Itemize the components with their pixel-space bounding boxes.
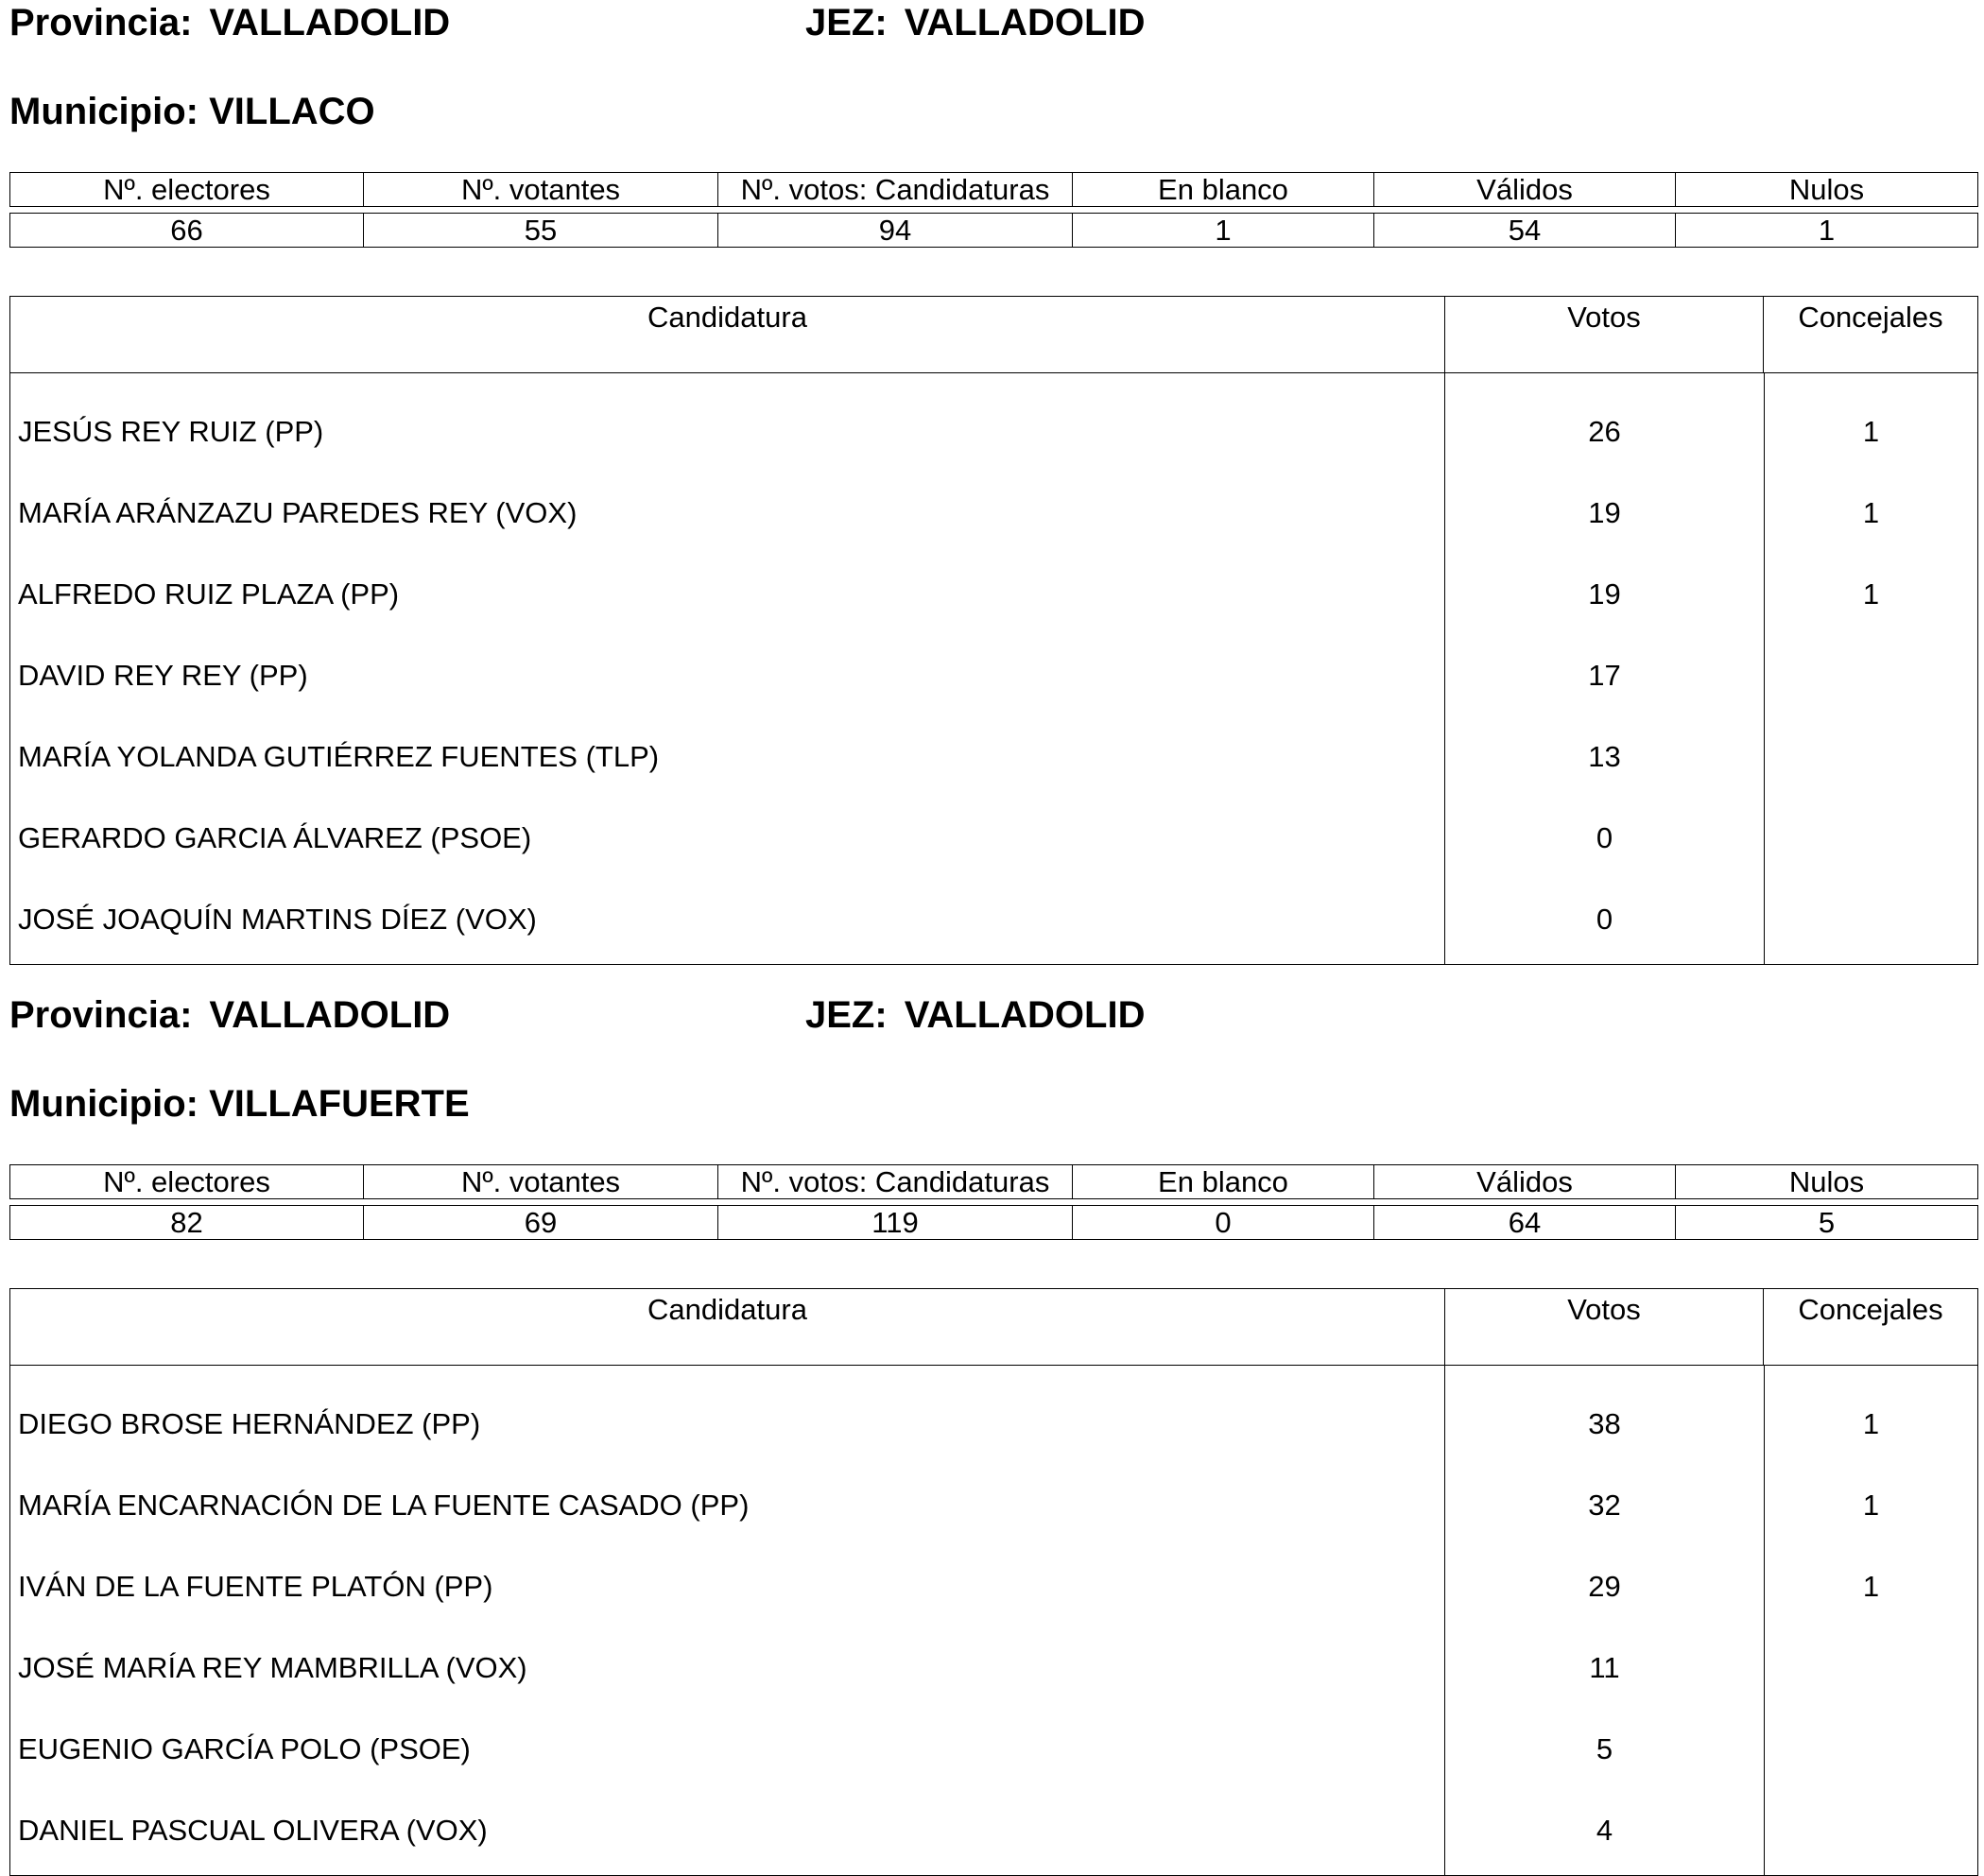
candidate-councillors [1765, 798, 1977, 879]
candidate-name: MARÍA ENCARNACIÓN DE LA FUENTE CASADO (PP) [18, 1489, 750, 1522]
jez-heading [805, 992, 1145, 1038]
candidate-councillors-column [1764, 373, 1977, 964]
summary-table [9, 1159, 1978, 1246]
candidate-councillors: 1 [1862, 577, 1880, 611]
header-validos: Válidos [1374, 172, 1676, 207]
candidate-name: MARÍA YOLANDA GUTIÉRREZ FUENTES (TLP) [18, 740, 660, 773]
value-votos-candidaturas: 119 [718, 1205, 1073, 1240]
candidate-councillors: 1 [1862, 1489, 1880, 1522]
header-concejales: Concejales [1763, 1289, 1977, 1365]
candidates-body [10, 373, 1977, 964]
jez-heading [805, 0, 1145, 45]
header-electores: Nº. electores [9, 1164, 364, 1199]
value-en-blanco: 0 [1073, 1205, 1374, 1240]
municipio-value: VILLAFUERTE [209, 1083, 470, 1125]
header-nulos: Nulos [1676, 1164, 1978, 1199]
candidate-votes: 13 [1588, 740, 1621, 773]
candidate-votes: 0 [1596, 821, 1613, 854]
candidate-name: DANIEL PASCUAL OLIVERA (VOX) [18, 1814, 488, 1847]
candidates-table [9, 296, 1978, 965]
candidate-votes: 19 [1588, 577, 1621, 611]
header-votos-candidaturas: Nº. votos: Candidaturas [718, 1164, 1073, 1199]
candidates-body [10, 1366, 1977, 1875]
header-en-blanco: En blanco [1073, 172, 1374, 207]
header-candidatura: Candidatura [647, 1293, 807, 1326]
candidate-votes: 11 [1589, 1651, 1620, 1684]
candidate-name: EUGENIO GARCÍA POLO (PSOE) [18, 1732, 471, 1765]
summary-header-row [9, 1164, 1978, 1199]
municipio-heading [9, 89, 375, 134]
value-validos: 54 [1374, 213, 1676, 248]
candidate-councillors [1765, 1709, 1977, 1790]
candidate-votes-column [1444, 1366, 1764, 1875]
candidate-name: JESÚS REY RUIZ (PP) [18, 415, 324, 448]
candidate-councillors [1765, 1627, 1977, 1709]
candidate-councillors: 1 [1862, 496, 1880, 529]
candidate-councillors [1765, 879, 1977, 960]
candidate-votes: 38 [1588, 1407, 1621, 1440]
value-votantes: 69 [364, 1205, 718, 1240]
header-votantes: Nº. votantes [364, 172, 718, 207]
summary-value-row [9, 213, 1978, 248]
provincia-value: VALLADOLID [209, 2, 451, 43]
candidate-name: JOSÉ MARÍA REY MAMBRILLA (VOX) [18, 1651, 527, 1684]
candidate-names-column [10, 1366, 1444, 1875]
candidate-councillors: 1 [1862, 415, 1880, 448]
municipio-label: Municipio: [9, 1083, 198, 1125]
provincia-label: Provincia: [9, 994, 193, 1036]
value-nulos: 1 [1676, 213, 1978, 248]
header-votos: Votos [1444, 297, 1763, 372]
candidate-councillors: 1 [1862, 1407, 1880, 1440]
candidate-votes: 4 [1596, 1814, 1613, 1847]
header-concejales: Concejales [1763, 297, 1977, 372]
municipio-heading [9, 1081, 470, 1127]
candidate-names-column [10, 373, 1444, 964]
provincia-value: VALLADOLID [209, 994, 451, 1036]
candidate-councillors [1765, 1790, 1977, 1871]
candidate-councillors [1765, 716, 1977, 798]
candidates-table [9, 1288, 1978, 1876]
candidate-votes-column [1444, 373, 1764, 964]
municipio-value: VILLACO [209, 91, 375, 132]
header-nulos: Nulos [1676, 172, 1978, 207]
header-candidatura: Candidatura [647, 301, 807, 334]
jez-value: VALLADOLID [904, 2, 1146, 43]
summary-value-row [9, 1205, 1978, 1240]
candidate-votes: 0 [1596, 903, 1613, 936]
provincia-heading [9, 0, 450, 45]
summary-header-row [9, 172, 1978, 207]
summary-table [9, 166, 1978, 253]
jez-label: JEZ: [805, 2, 888, 43]
candidate-name: IVÁN DE LA FUENTE PLATÓN (PP) [18, 1570, 493, 1603]
candidate-votes: 5 [1596, 1732, 1613, 1765]
header-en-blanco: En blanco [1073, 1164, 1374, 1199]
candidate-name: JOSÉ JOAQUÍN MARTINS DÍEZ (VOX) [18, 903, 537, 936]
value-nulos: 5 [1676, 1205, 1978, 1240]
value-en-blanco: 1 [1073, 213, 1374, 248]
candidate-name: DAVID REY REY (PP) [18, 659, 308, 692]
candidate-councillors: 1 [1862, 1570, 1880, 1603]
candidate-councillors-column [1764, 1366, 1977, 1875]
municipio-label: Municipio: [9, 91, 198, 132]
candidate-votes: 26 [1588, 415, 1621, 448]
candidate-name: GERARDO GARCIA ÁLVAREZ (PSOE) [18, 821, 532, 854]
value-electores: 66 [9, 213, 364, 248]
candidate-votes: 29 [1588, 1570, 1621, 1603]
candidate-votes: 17 [1588, 659, 1621, 692]
value-electores: 82 [9, 1205, 364, 1240]
provincia-label: Provincia: [9, 2, 193, 43]
jez-value: VALLADOLID [904, 994, 1146, 1036]
candidates-header-row [10, 297, 1977, 373]
candidate-name: MARÍA ARÁNZAZU PAREDES REY (VOX) [18, 496, 578, 529]
header-votos-candidaturas: Nº. votos: Candidaturas [718, 172, 1073, 207]
value-votantes: 55 [364, 213, 718, 248]
header-validos: Válidos [1374, 1164, 1676, 1199]
provincia-heading [9, 992, 450, 1038]
candidate-name: DIEGO BROSE HERNÁNDEZ (PP) [18, 1407, 481, 1440]
candidate-votes: 32 [1588, 1489, 1621, 1522]
candidate-votes: 19 [1588, 496, 1621, 529]
header-votantes: Nº. votantes [364, 1164, 718, 1199]
candidates-header-row [10, 1289, 1977, 1366]
value-validos: 64 [1374, 1205, 1676, 1240]
header-votos: Votos [1444, 1289, 1763, 1365]
value-votos-candidaturas: 94 [718, 213, 1073, 248]
candidate-councillors [1765, 635, 1977, 716]
jez-label: JEZ: [805, 994, 888, 1036]
header-electores: Nº. electores [9, 172, 364, 207]
candidate-name: ALFREDO RUIZ PLAZA (PP) [18, 577, 400, 611]
